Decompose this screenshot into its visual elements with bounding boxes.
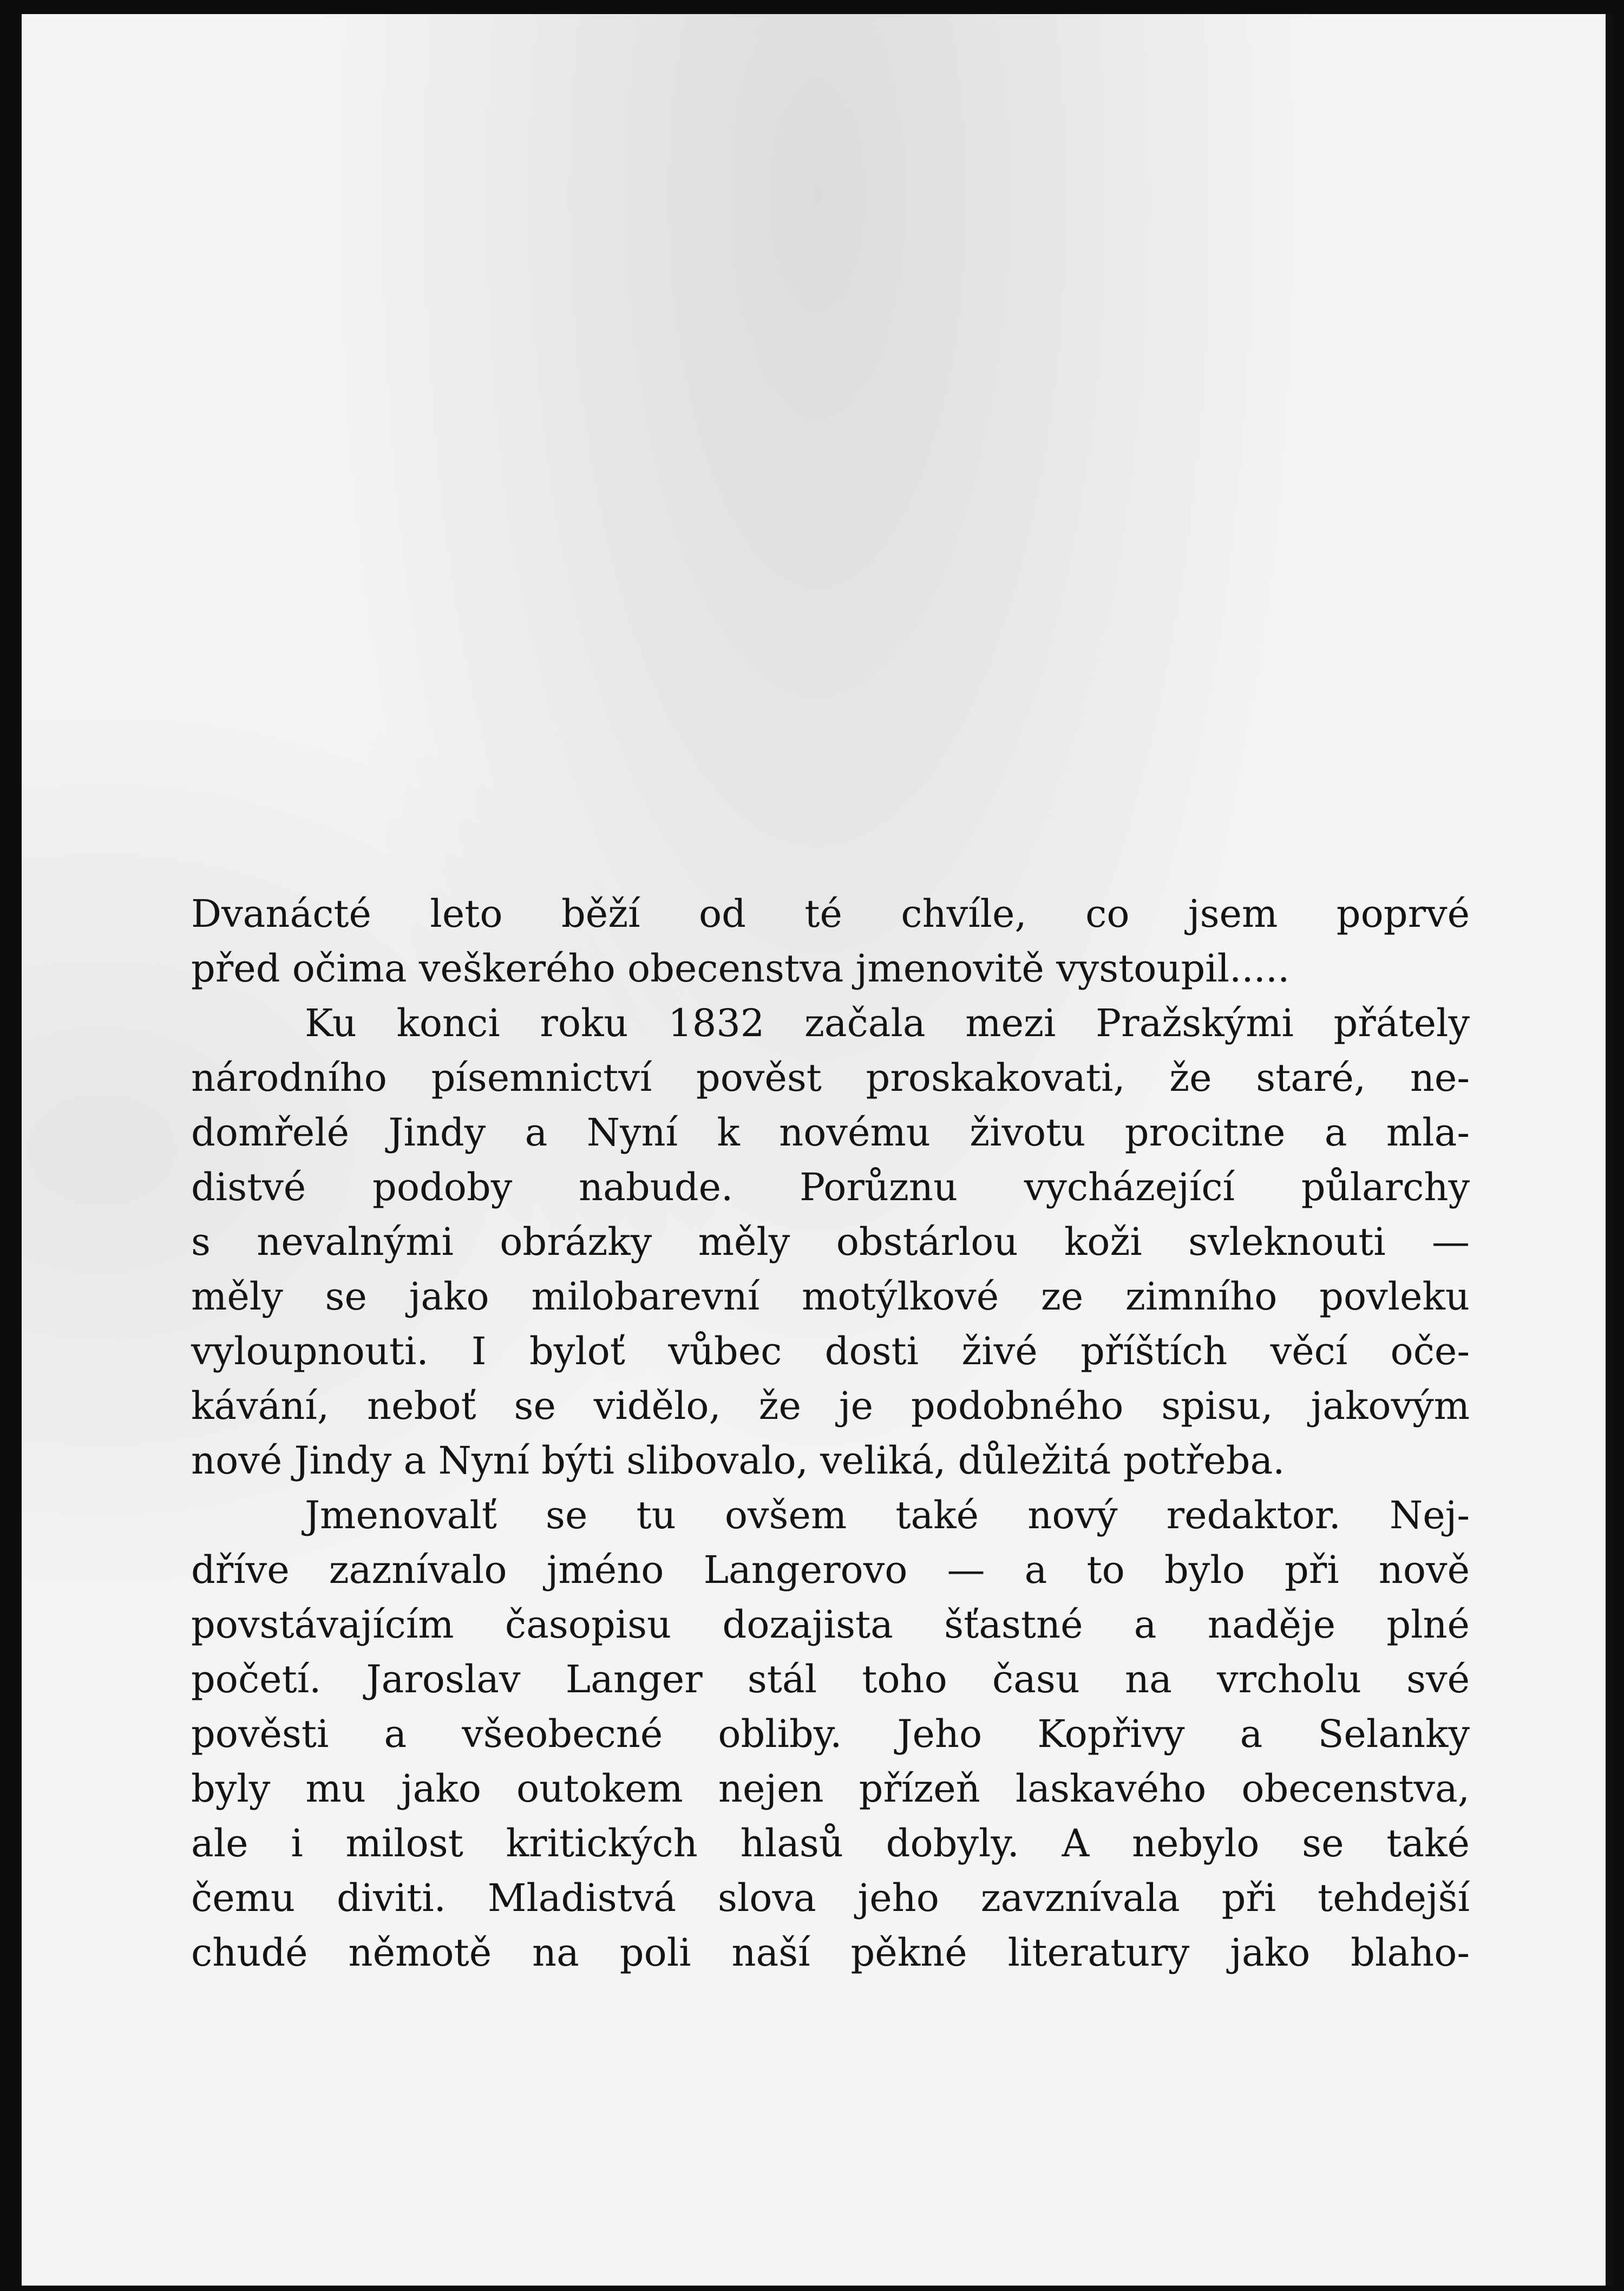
text-line: před očima veškerého obecenstva jmenovitě vystoupil.....: [191, 946, 1290, 991]
text-line: kávání, neboť se vidělo, že je podobného spisu, jakovým: [191, 1384, 1470, 1428]
text-line: početí. Jaroslav Langer stál toho času na vrcholu své: [191, 1657, 1470, 1701]
text-line: chudé němotě na poli naší pěkné literatury jako blaho-: [191, 1930, 1470, 1975]
text-line: vyloupnouti. I byloť vůbec dosti živé příštích věcí oče-: [191, 1329, 1470, 1373]
text-line: národního písemnictví pověst proskakovati, že staré, ne-: [191, 1056, 1470, 1100]
text-line: pověsti a všeobecné obliby. Jeho Kopřivy a Selanky: [191, 1712, 1470, 1756]
text-line: Jmenovalť se tu ovšem také nový redaktor. Nej-: [305, 1493, 1470, 1537]
text-line: Ku konci roku 1832 začala mezi Pražskými přátely: [305, 1001, 1470, 1045]
text-line: povstávajícím časopisu dozajista šťastné a naděje plné: [191, 1602, 1470, 1647]
text-line: dříve zaznívalo jméno Langerovo — a to bylo při nově: [191, 1548, 1470, 1592]
text-line: domřelé Jindy a Nyní k novému životu procitne a mla-: [191, 1110, 1470, 1155]
text-line: s nevalnými obrázky měly obstárlou koži svleknouti —: [191, 1220, 1470, 1264]
scanned-page: [22, 14, 1613, 2286]
text-line: byly mu jako outokem nejen přízeň laskavého obecenstva,: [191, 1766, 1470, 1811]
text-line: čemu diviti. Mladistvá slova jeho zavznívala při tehdejší: [191, 1876, 1470, 1920]
text-line: distvé podoby nabude. Porůznu vycházející půlarchy: [191, 1165, 1470, 1209]
text-line: Dvanácté leto běží od té chvíle, co jsem poprvé: [191, 892, 1470, 936]
body-text: [191, 887, 1470, 1980]
page-edge-shadow: [1606, 14, 1613, 2286]
text-line: ale i milost kritických hlasů dobyly. A nebylo se také: [191, 1821, 1470, 1865]
text-line: nové Jindy a Nyní býti slibovalo, veliká, důležitá potřeba.: [191, 1438, 1285, 1483]
text-line: měly se jako milobarevní motýlkové ze zimního povleku: [191, 1274, 1470, 1319]
